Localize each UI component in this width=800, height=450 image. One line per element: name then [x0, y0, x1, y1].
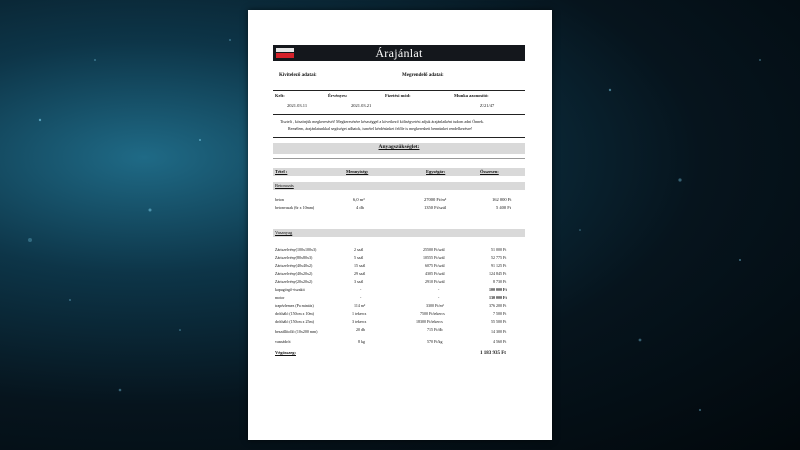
row-qty: 3 szál: [354, 279, 364, 284]
row-qty: 6,0 m³: [353, 197, 365, 202]
row-total: 7 500 Ft: [493, 311, 507, 316]
issued-value: 2021.03.11: [287, 103, 308, 108]
group-title-betonozas: Betonozás: [275, 183, 294, 188]
row-total: 162 000 Ft: [492, 197, 512, 202]
row-total: 52 775 Ft: [491, 255, 507, 260]
section-title: Anyagszükséglet:: [378, 144, 420, 150]
row-unit: -: [438, 295, 440, 300]
row-qty: 2 szál: [354, 247, 364, 252]
row-unit: 4305 Ft/szál: [425, 271, 445, 276]
row-qty: 4 db: [356, 205, 364, 210]
row-total: 14 300 Ft: [491, 329, 507, 334]
row-total: 51 000 Ft: [491, 247, 507, 252]
row-total: 91 125 Ft: [491, 263, 507, 268]
row-qty: 3 tekercs: [352, 319, 367, 324]
valid-label: Érvényes:: [328, 93, 348, 98]
row-qty: 20 db: [356, 327, 365, 332]
col-item: Tétel :: [275, 169, 288, 174]
row-unit: 570 Ft/kg: [427, 339, 443, 344]
row-qty: 5 szál: [354, 255, 364, 260]
row-item: drótháló (150cm x 10m): [275, 311, 314, 316]
row-qty: 15 szál: [354, 263, 366, 268]
row-qty: 114 m²: [354, 303, 366, 308]
divider: [273, 90, 525, 91]
row-unit: 25500 Ft/szál: [423, 247, 445, 252]
divider: [273, 137, 525, 138]
intro-line: Tisztelt , köszönjük megkeresését! Megkeresésére készséggel a következő költségvetést adjuk árajánlatként tudom adni Önnek.: [280, 119, 484, 124]
row-item: beszállítolló (10x200 mm): [275, 329, 318, 334]
valid-value: 2021.03.21: [351, 103, 372, 108]
work-id-label: Munka azonosító:: [454, 93, 489, 98]
row-total: 100 000 Ft: [489, 287, 507, 292]
row-total: 4 560 Ft: [493, 339, 507, 344]
document-title: Árajánlat: [375, 46, 423, 60]
row-item: beton: [275, 197, 284, 202]
row-item: vasnádrót: [275, 339, 291, 344]
row-unit: 3300 Ft/m²: [426, 303, 444, 308]
row-item: motor: [275, 295, 285, 300]
intro-line: Remélem, árajánlatunkkal segítséget adhatok, ismétel kérdésünket felőle is megkeresheti bennünket rendelkezésre!: [288, 126, 473, 131]
row-unit: 1350 Ft/szál: [424, 205, 447, 210]
row-item: Zártszelvény(80x80x3): [275, 255, 313, 260]
row-total: 5 400 Ft: [496, 205, 512, 210]
title-bar: [273, 45, 525, 61]
col-unit-price: Egységár:: [426, 169, 446, 174]
payment-label: Fizetési mód:: [385, 93, 411, 98]
group-title-vasanyag: Vasanyag: [275, 230, 293, 235]
work-id-value: Z/21/47: [480, 103, 495, 108]
row-item: betonvasak (6r x 10mm): [275, 205, 315, 210]
row-item: drótháló (150cm x 25m): [275, 319, 314, 324]
row-item: kapugörgő+tszakit: [275, 287, 305, 292]
row-total: 376 200 Ft: [489, 303, 507, 308]
grand-total-value: 1 183 935 Ft: [480, 351, 506, 356]
row-item: Zártszelvény(40x20x2): [275, 271, 313, 276]
contractor-label: Kivitelező adatai:: [279, 73, 317, 78]
col-quantity: Mennyiség:: [346, 169, 369, 174]
divider: [273, 158, 525, 159]
row-item: Zártszelvény(40x40x2): [275, 263, 313, 268]
row-unit: 715 Ft/db: [427, 327, 443, 332]
client-label: Megrendelő adatai:: [402, 73, 444, 78]
divider: [273, 114, 525, 115]
row-total: 55 500 Ft: [491, 319, 507, 324]
row-unit: 10555 Ft/szál: [423, 255, 445, 260]
row-qty: 8 kg: [358, 339, 365, 344]
row-qty: 29 szál: [354, 271, 366, 276]
row-qty: 1 tekercs: [352, 311, 367, 316]
row-unit: -: [438, 287, 440, 292]
row-item: trapézlemez (Pa mintás): [275, 303, 314, 308]
row-unit: 2910 Ft/szál: [425, 279, 445, 284]
quote-document: [248, 10, 552, 440]
row-total: 124 845 Ft: [489, 271, 507, 276]
row-item: Zártszelvény(20x20x2): [275, 279, 313, 284]
row-total: 130 000 Ft: [489, 295, 507, 300]
row-unit: 6075 Ft/szál: [425, 263, 445, 268]
row-total: 8 730 Ft: [493, 279, 507, 284]
row-qty: -: [360, 287, 362, 292]
col-total: Összesen:: [480, 169, 499, 174]
row-unit: 7500 Ft/tekercs: [420, 311, 445, 316]
row-qty: -: [360, 295, 362, 300]
issued-label: Kelt:: [275, 93, 285, 98]
row-unit: 18300 Ft/tekercs: [416, 319, 443, 324]
row-item: Zártszelvény(100x100x3): [275, 247, 317, 252]
group-header-bar: [273, 182, 525, 190]
grand-total-label: Végösszeg:: [275, 350, 296, 355]
row-unit: 27000 Ft/m³: [424, 197, 447, 202]
group-header-bar: [273, 229, 525, 237]
